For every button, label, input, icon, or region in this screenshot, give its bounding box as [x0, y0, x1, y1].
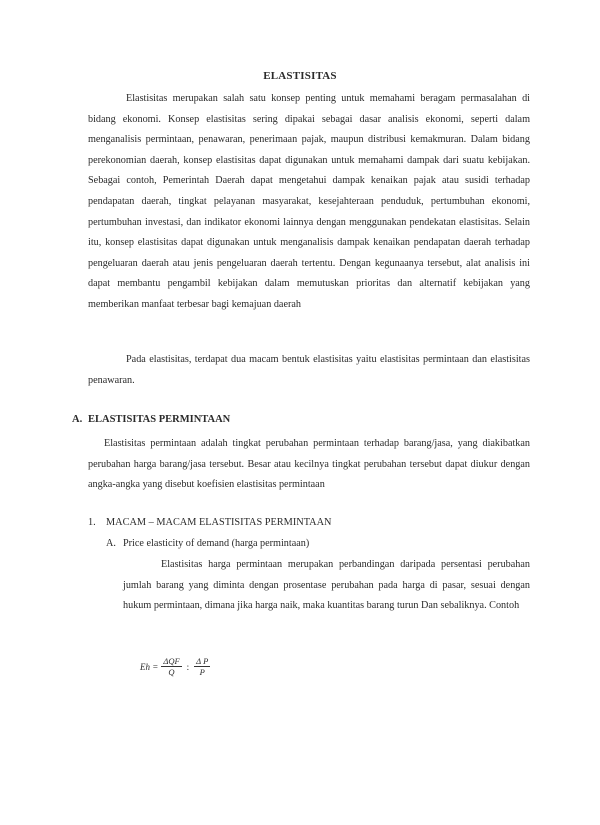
page-title: ELASTISITAS [263, 70, 337, 82]
formula-fraction-quantity [161, 656, 181, 677]
formula-frac1-numerator: ΔQF [163, 656, 180, 666]
intro-paragraph: Elastisitas merupakan salah satu konsep penting untuk memahami beragam permasalahan di bidang ekonomi. Konsep elastisitas sering dipakai sebagai dasar analisis ekonomi, seperti dalam menganalisis permintaan, penawaran, penerimaan pajak, maupun distribusi kemakmuran. Dalam bidang perekonomian daerah, konsep elastisitas dapat digunakan untuk memahami dampak dari suatu kebijakan. Sebagai contoh, Pemerintah Daerah dapat mengetahui dampak kenaikan pajak atau susidi terhadap pendapatan daerah, tingkat pelayanan masyarakat, kesejahteraan penduduk, pertumbuhan ekonomi, pertumbuhan investasi, dan indikator ekonomi lainnya dengan menggunakan pendekatan elastisitas. Selain itu, konsep elastisitas dapat digunakan untuk menganalisis dampak kenaikan pendapatan daerah terhadap pengeluaran daerah atau jenis pengeluaran daerah tertentu. Dengan kegunaanya tersebut, alat analisis ini dapat membantu pengambil kebijakan dalam memutuskan prioritas dan alternatif kebijakan yang memberikan manfaat terbesar bagi kemajuan daerah [88, 93, 530, 310]
section-a-letter: A. [72, 414, 83, 425]
elasticity-formula [140, 656, 213, 677]
formula-operator: : [186, 661, 190, 672]
formula-fraction-price [194, 656, 210, 677]
subsection-1-title: MACAM – MACAM ELASTISITAS PERMINTAAN [106, 517, 332, 528]
formula-frac2-denominator: P [199, 667, 205, 677]
section-a-title: ELASTISITAS PERMINTAAN [88, 414, 231, 425]
subsection-1-heading [88, 517, 331, 528]
second-paragraph: Pada elastisitas, terdapat dua macam bentuk elastisitas yaitu elastisitas permintaan dan elastisitas penawaran. [88, 354, 530, 386]
subsection-a-title: Price elasticity of demand (harga permintaan) [123, 538, 310, 549]
subsection-a-letter: A. [106, 538, 116, 549]
section-a-paragraph: Elastisitas permintaan adalah tingkat perubahan permintaan terhadap barang/jasa, yang diakibatkan perubahan harga barang/jasa tersebut. Besar atau kecilnya tingkat perubahan tersebut dapat diukur dengan angka-angka yang disebut koefisien elastisitas permintaan [88, 438, 530, 491]
formula-lhs: Eh = [140, 661, 159, 672]
subsection-a-heading [106, 538, 309, 549]
formula-frac1-denominator: Q [168, 667, 175, 677]
formula-frac2-numerator: Δ P [196, 656, 209, 666]
subsection-a-paragraph: Elastisitas harga permintaan merupakan perbandingan daripada persentasi perubahan jumlah barang yang diminta dengan prosentase perubahan pada harga di pasar, sesuai dengan hukum permintaan, dimana jika harga naik, maka kuantitas barang turun Dan sebaliknya. Contoh [123, 559, 530, 612]
section-a-heading [72, 414, 230, 425]
subsection-1-number: 1. [88, 517, 96, 528]
